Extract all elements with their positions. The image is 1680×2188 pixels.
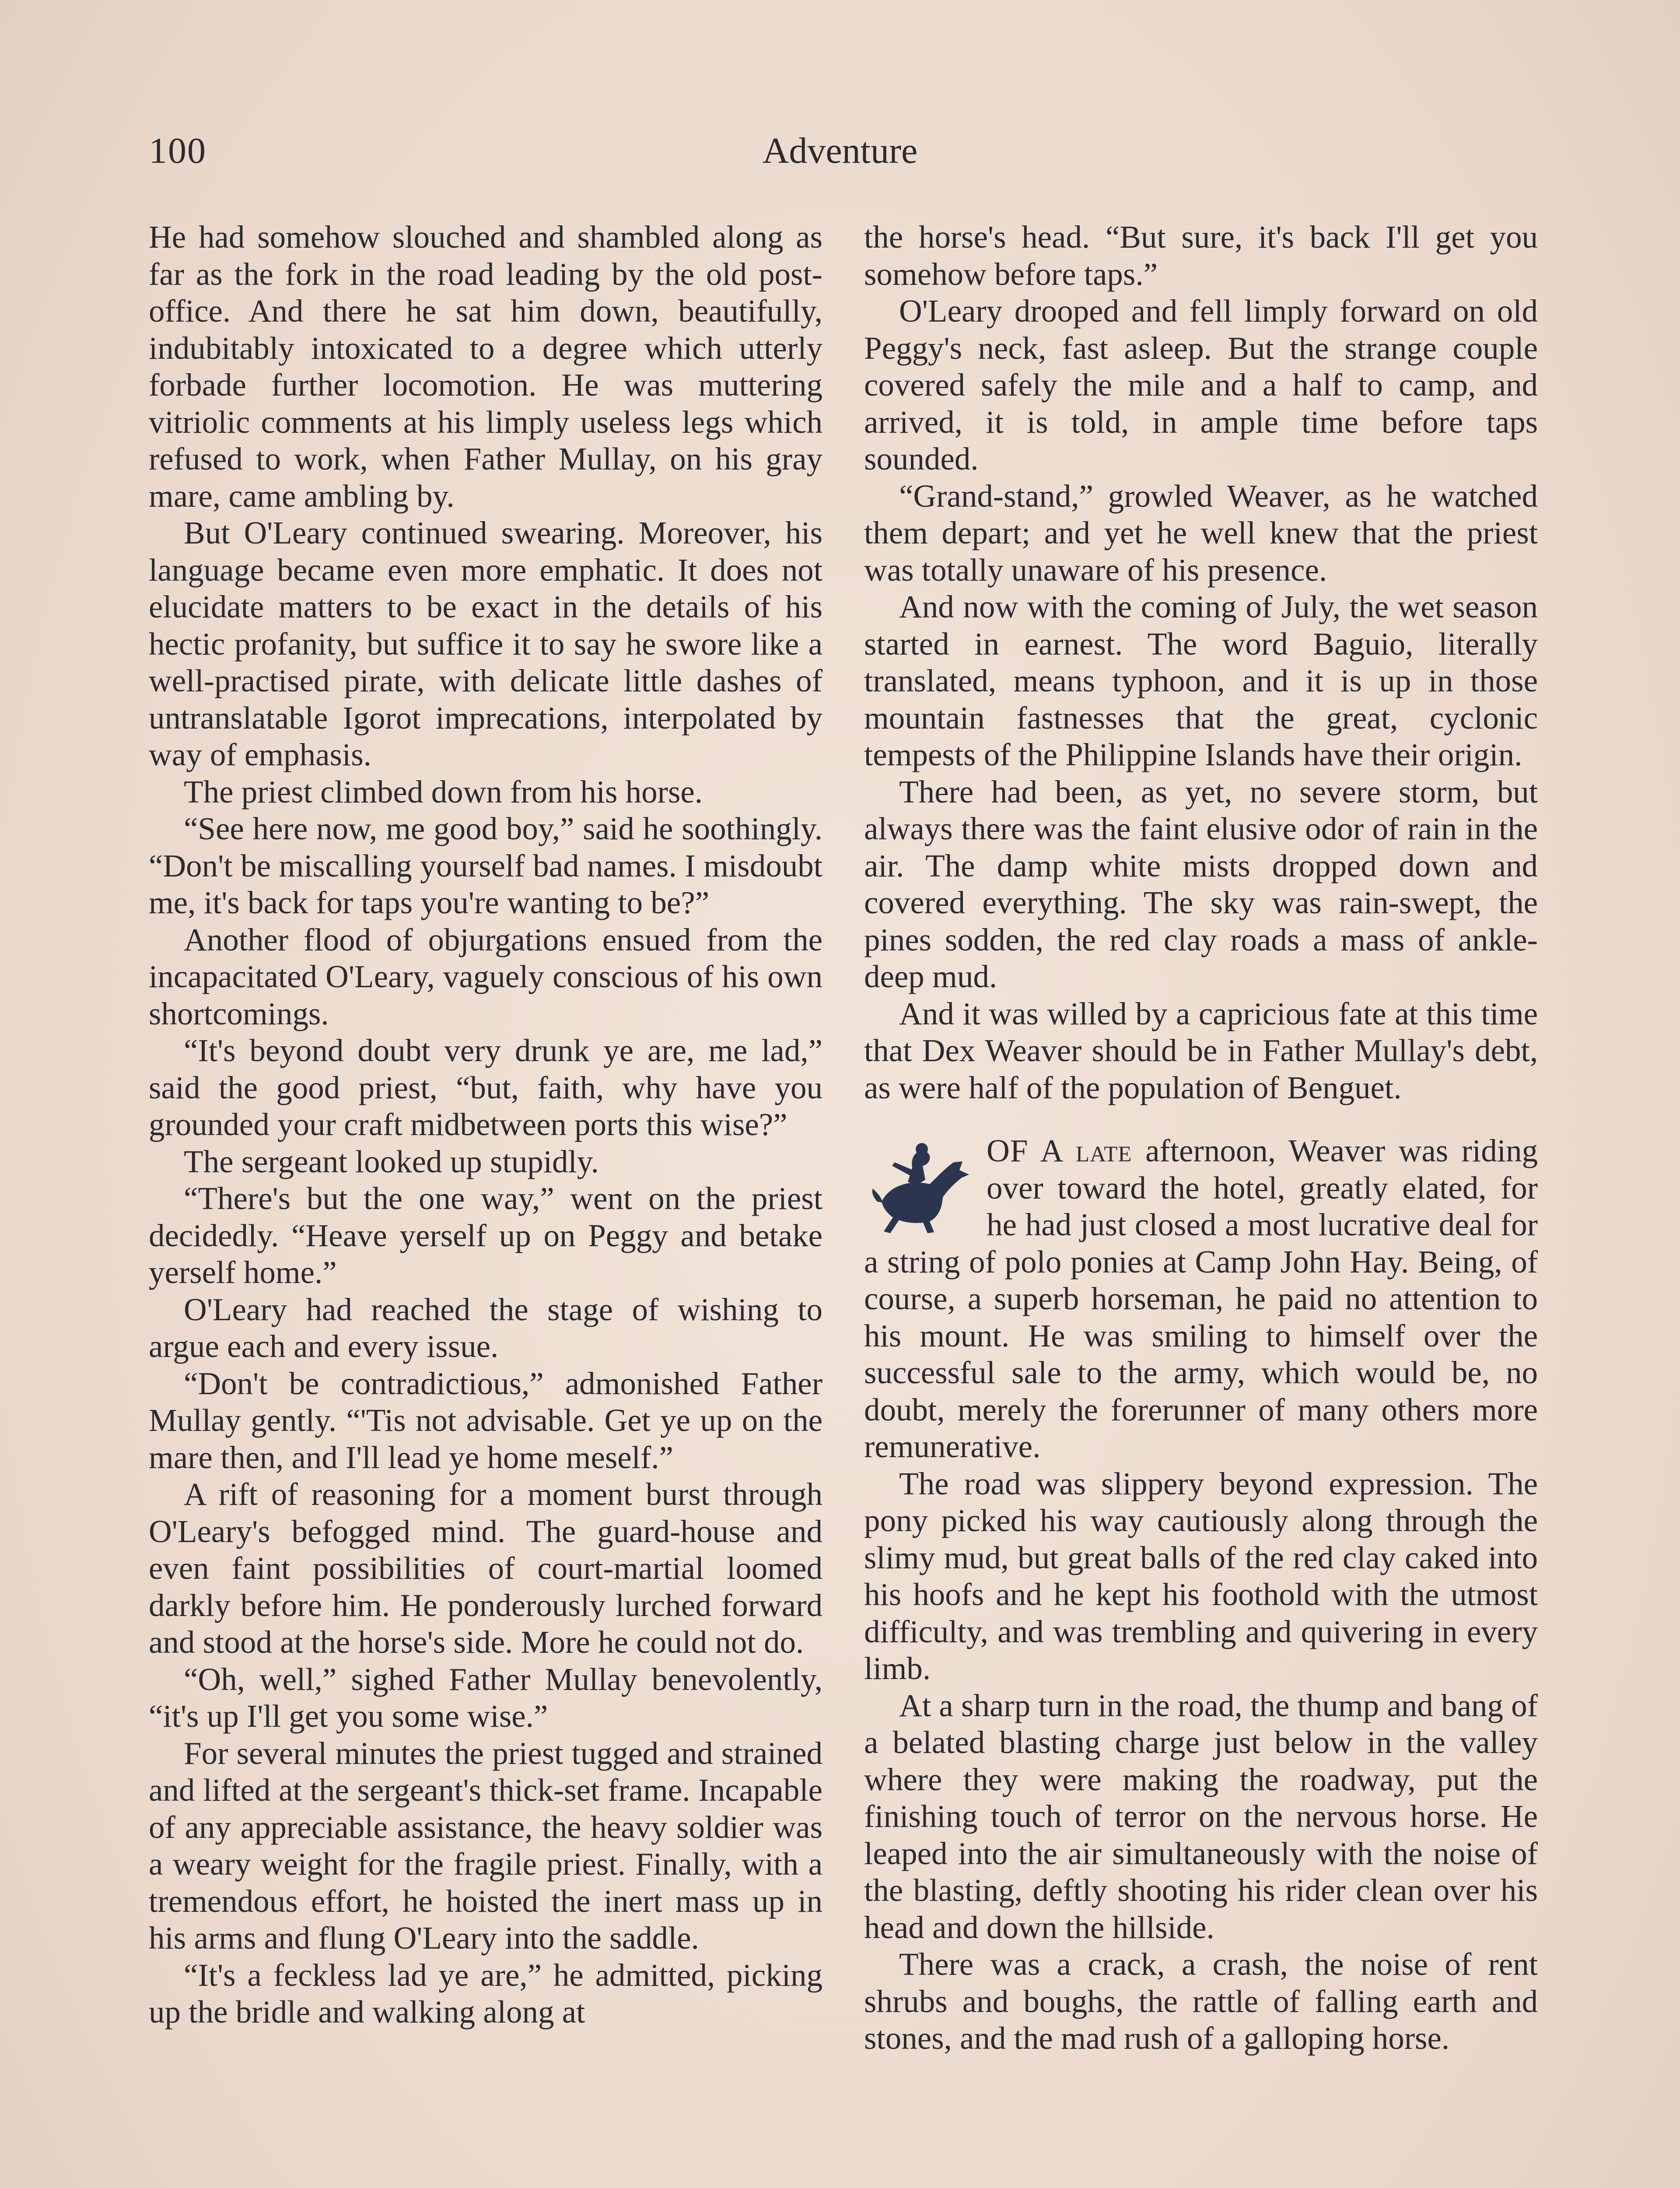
page-header bbox=[149, 127, 1531, 175]
paragraph-text: afternoon, Weaver was riding over toward the hotel, greatly elated, for he had just closed a most lucrative deal for a string of polo ponies at Camp John Hay. Being, of course, a superb horseman, he paid no attention to his mount. He was smiling to himself over the successful sale to the army, which would be, no doubt, merely the forerunner of many others more remunerative. bbox=[864, 1133, 1538, 1464]
paragraph: But O'Leary continued swearing. Moreover, his language became even more emphatic. It does not elucidate matters to be exact in the details of his hectic profanity, but suffice it to say he swore like a well-practised pirate, with delicate little dashes of untranslatable Igorot imprecations, interpolated by way of emphasis. bbox=[149, 515, 822, 772]
section-opening-paragraph bbox=[864, 1133, 1538, 1466]
paragraph: The sergeant looked up stupidly. bbox=[184, 1143, 599, 1179]
paragraph: Another flood of objurgations ensued from the incapacitated O'Leary, vaguely conscious of his own shortcomings. bbox=[149, 922, 822, 1031]
paragraph: At a sharp turn in the road, the thump and bang of a belated blasting charge just below in the valley where they were making the roadway, put the finishing touch of terror on the nervous horse. He leaped into the air simultaneously with the noise of the blasting, deftly shooting his rider clean over his head and down the hillside. bbox=[864, 1687, 1538, 1945]
paragraph: O'Leary drooped and fell limply forward on old Peggy's neck, fast asleep. But the strange couple covered safely the mile and a half to camp, and arrived, it is told, in ample time before taps sounded. bbox=[864, 293, 1538, 477]
paragraph: “Oh, well,” sighed Father Mullay benevolently, “it's up I'll get you some wise.” bbox=[149, 1661, 822, 1734]
paragraph: And it was willed by a capricious fate at this time that Dex Weaver should be in Father Mullay's debt, as were half of the population of Benguet. bbox=[864, 996, 1538, 1105]
paragraph-continuation: the horse's head. “But sure, it's back I'll get you somehow before taps.” bbox=[864, 219, 1538, 292]
paragraph: He had somehow slouched and shambled along as far as the fork in the road leading by the old post-office. And there he sat him down, beautifully, indubitably intoxicated to a degree which utterly forbade further locomotion. He was muttering vitriolic comments at his limply useless legs which refused to work, when Father Mullay, on his gray mare, came ambling by. bbox=[149, 219, 822, 514]
paragraph: “There's but the one way,” went on the priest decidedly. “Heave yerself up on Peggy and betake yerself home.” bbox=[149, 1181, 822, 1290]
paragraph: “Grand-stand,” growled Weaver, as he watched them depart; and yet he well knew that the priest was totally unaware of his presence. bbox=[864, 478, 1538, 588]
left-column bbox=[149, 219, 822, 2031]
paragraph: There was a crack, a crash, the noise of rent shrubs and boughs, the rattle of falling earth and stones, and the mad rush of a galloping horse. bbox=[864, 1946, 1538, 2056]
paragraph: “Don't be contradictious,” admonished Father Mullay gently. “'Tis not advisable. Get ye up on the mare then, and I'll lead ye home meself.” bbox=[149, 1365, 822, 1475]
paragraph: The priest climbed down from his horse. bbox=[184, 774, 703, 810]
paragraph: “It's beyond doubt very drunk ye are, me lad,” said the good priest, “but, faith, why have you grounded your craft midbetween ports this wise?” bbox=[149, 1033, 822, 1142]
section-lead-words: OF A late bbox=[987, 1133, 1132, 1168]
page-number: 100 bbox=[149, 130, 206, 171]
paragraph: There had been, as yet, no severe storm, but always there was the faint elusive odor of rain in the air. The damp white mists dropped down and covered everything. The sky was rain-swept, the pines sodden, the red clay roads a mass of ankle-deep mud. bbox=[864, 774, 1538, 994]
right-column bbox=[864, 219, 1538, 2057]
paragraph: “It's a feckless lad ye are,” he admitted, picking up the bridle and walking along at bbox=[149, 1957, 822, 2030]
paragraph: For several minutes the priest tugged and strained and lifted at the sergeant's thick-set frame. Incapable of any appreciable assistance, the heavy soldier was a weary weight for the fragile priest. Finally, with a tremendous effort, he hoisted the inert mass up in his arms and flung O'Leary into the saddle. bbox=[149, 1735, 822, 1956]
paragraph: “See here now, me good boy,” said he soothingly. “Don't be miscalling yourself bad names. I misdoubt me, it's back for taps you're wanting to be?” bbox=[149, 811, 822, 920]
paragraph: A rift of reasoning for a moment burst through O'Leary's befogged mind. The guard-house and even faint possibilities of court-martial loomed darkly before him. He ponderously lurched forward and stood at the horse's side. More he could not do. bbox=[149, 1476, 822, 1660]
paragraph: And now with the coming of July, the wet season started in earnest. The word Baguio, literally translated, means typhoon, and it is up in those mountain fastnesses that the great, cyclonic tempests of the Philippine Islands have their origin. bbox=[864, 589, 1538, 772]
horse-rider-icon bbox=[864, 1136, 973, 1237]
paragraph: The road was slippery beyond expression. The pony picked his way cautiously along through the slimy mud, but great balls of the red clay caked into his hoofs and he kept his foothold with the utmost difficulty, and was trembling and quivering in every limb. bbox=[864, 1466, 1538, 1686]
paragraph: O'Leary had reached the stage of wishing to argue each and every issue. bbox=[149, 1291, 822, 1364]
running-title: Adventure bbox=[762, 130, 918, 171]
